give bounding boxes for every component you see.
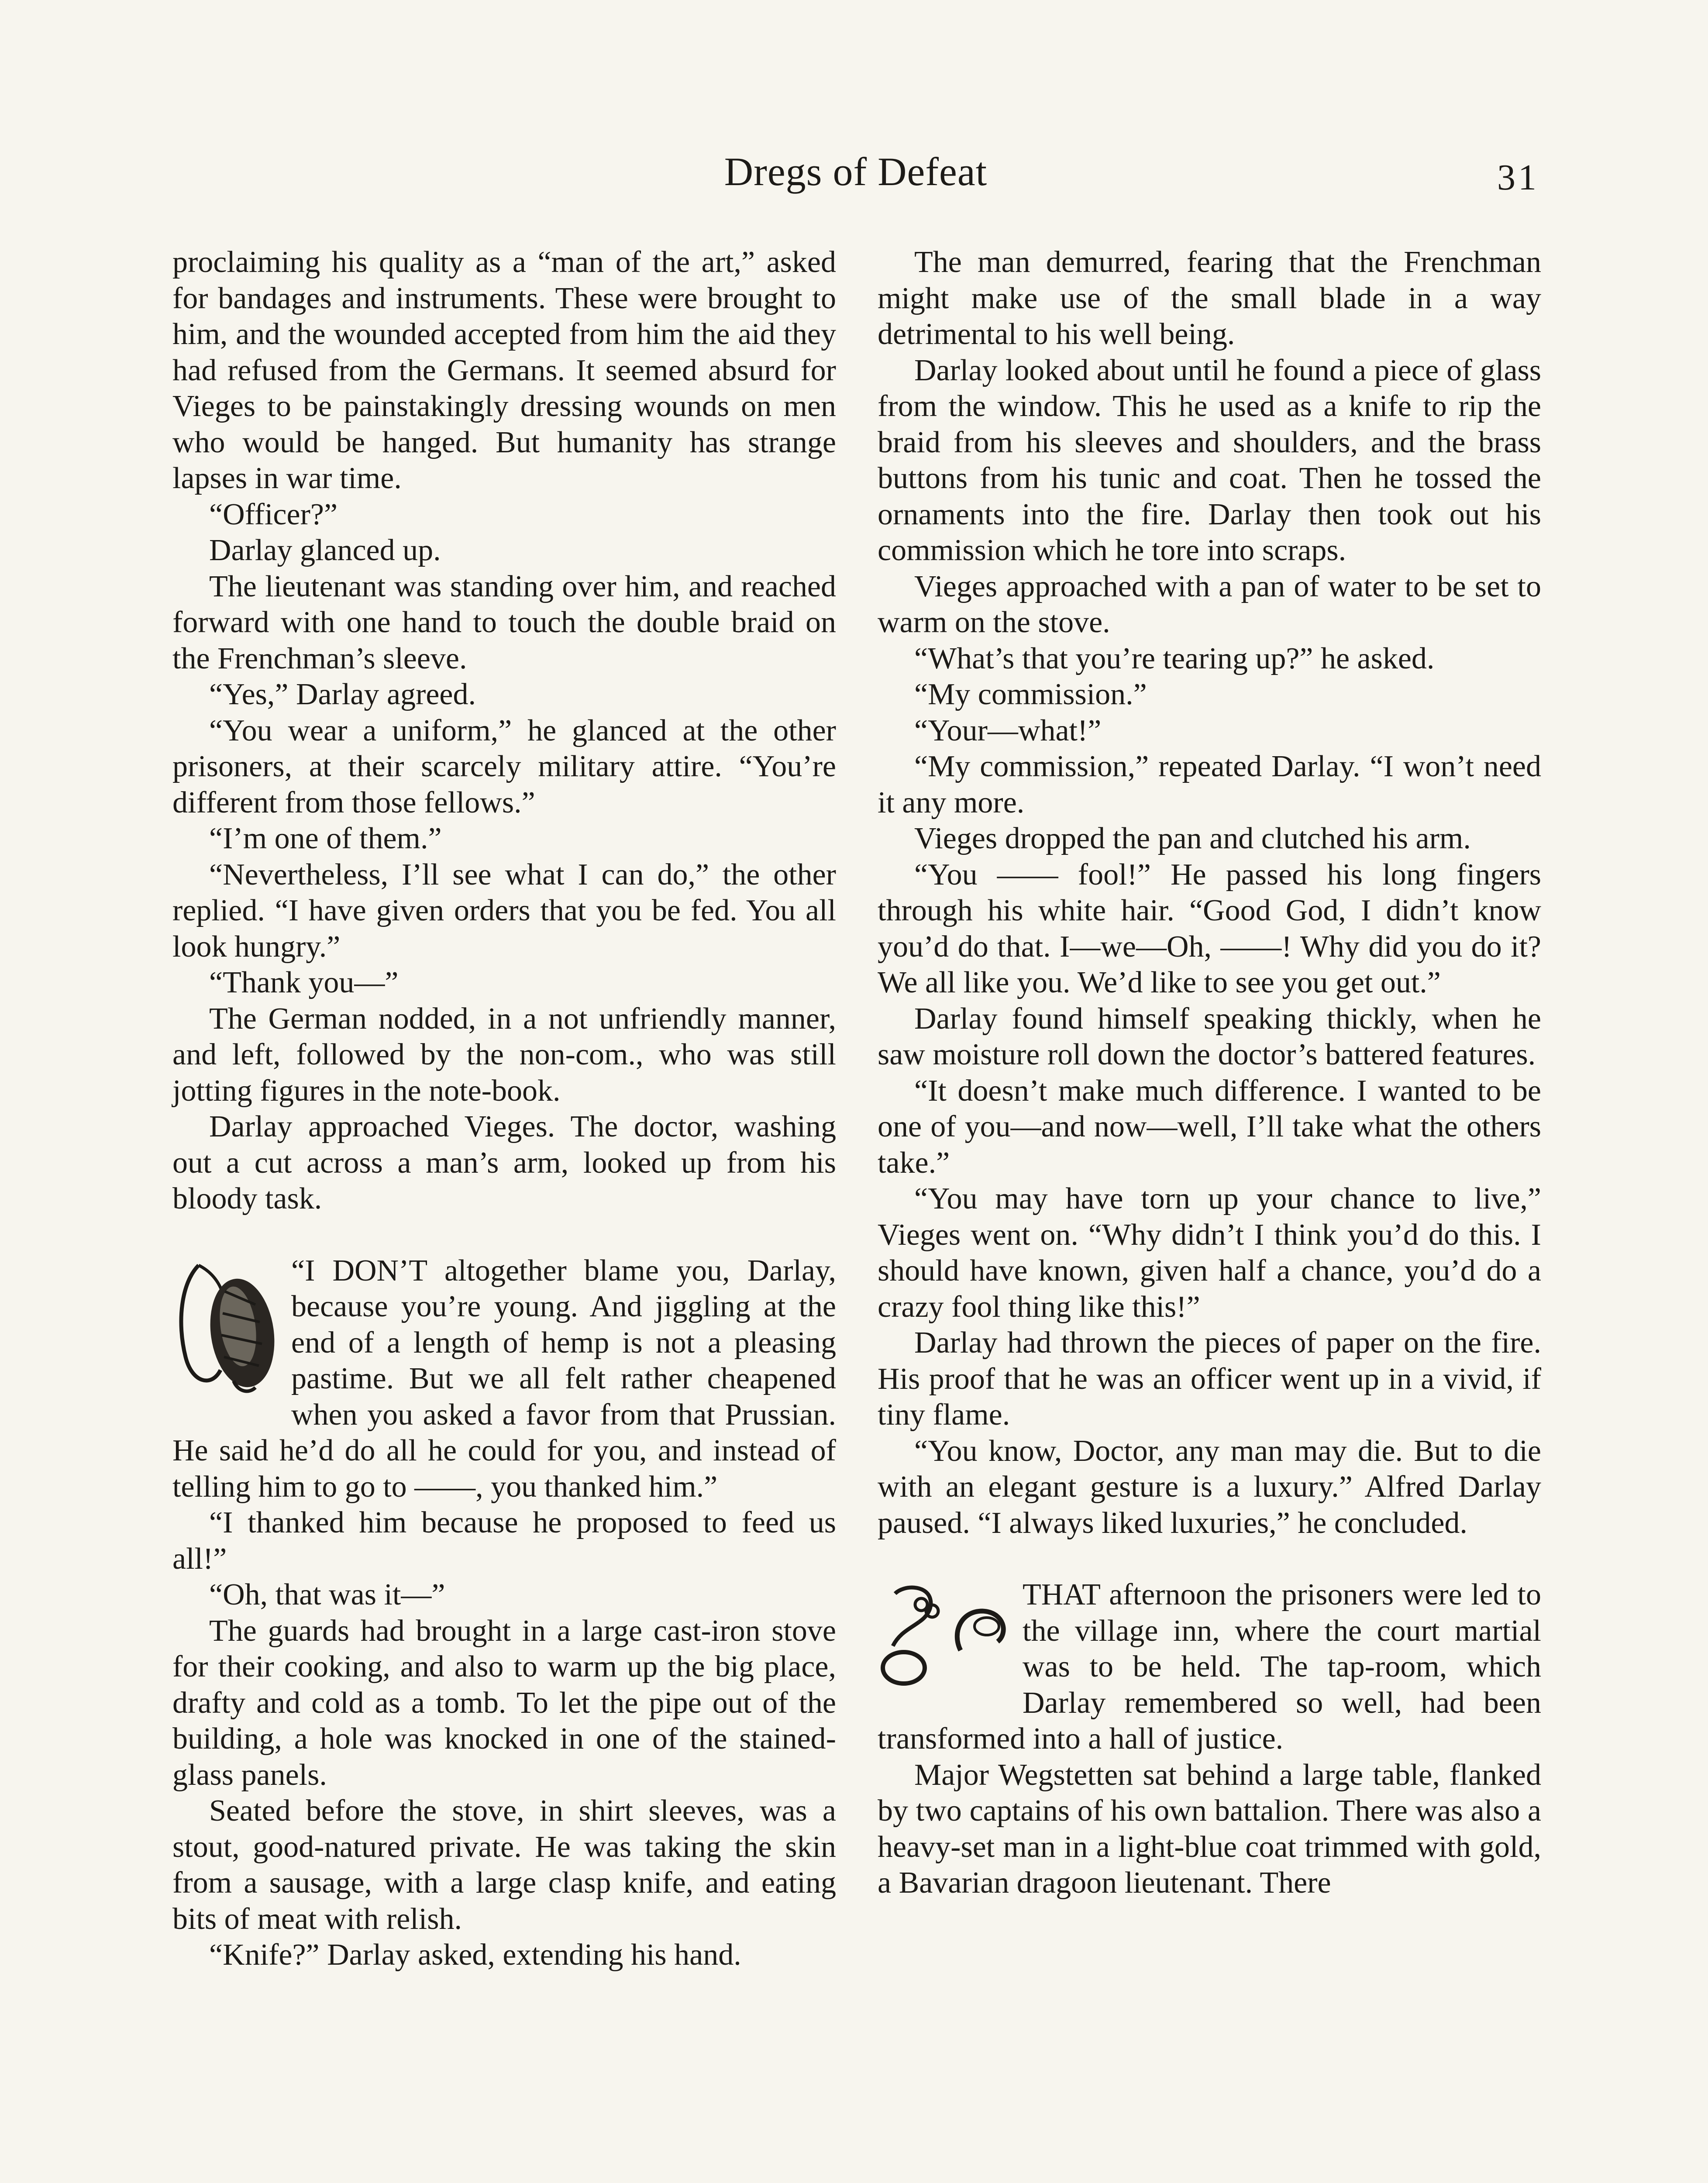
- running-title: Dregs of Defeat: [724, 149, 988, 194]
- paragraph: “Nevertheless, I’ll see what I can do,” the other replied. “I have given orders that you be fed. You all look hungry.”: [172, 857, 836, 964]
- page-number: 31: [1497, 157, 1539, 198]
- paragraph: Vieges dropped the pan and clutched his arm.: [914, 822, 1471, 855]
- shackles-dropcap-icon: [878, 1580, 1013, 1690]
- paragraph: “Oh, that was it—”: [209, 1578, 445, 1611]
- paragraph: Major Wegstetten sat behind a large table, flanked by two captains of his own battalion. There was also a heavy-set man in a light-blue coat trimmed with gold, a Bavarian dragoon lieutenant. There: [878, 1758, 1541, 1900]
- paragraph: THAT afternoon the prisoners were led to the village inn, where the court martial was to be held. The tap-room, which Darlay remembered so well, had been transformed into a hall of justice.: [878, 1578, 1541, 1756]
- paragraph: “You wear a uniform,” he glanced at the other prisoners, at their scarcely military attire. “You’re different from those fellows.”: [172, 713, 836, 819]
- paragraph: The lieutenant was standing over him, and reached forward with one hand to touch the double braid on the Frenchman’s sleeve.: [172, 569, 836, 675]
- paragraph: The guards had brought in a large cast-iron stove for their cooking, and also to warm up the big place, drafty and cold as a tomb. To let the pipe out of the building, a hole was knocked in one of the stained-glass panels.: [172, 1614, 836, 1792]
- paragraph: Darlay had thrown the pieces of paper on the fire. His proof that he was an officer went up in a vivid, if tiny flame.: [878, 1326, 1541, 1432]
- paragraph: “Knife?” Darlay asked, extending his hand.: [209, 1938, 741, 1972]
- paragraph: “Yes,” Darlay agreed.: [209, 678, 476, 711]
- paragraph: Seated before the stove, in shirt sleeves, was a stout, good-natured private. He was taking the skin from a sausage, with a large clasp knife, and eating bits of meat with relish.: [172, 1794, 836, 1936]
- paragraph: The man demurred, fearing that the Frenchman might make use of the small blade in a way detrimental to his well being.: [878, 245, 1541, 351]
- paragraph: “My commission,” repeated Darlay. “I won’t need it any more.: [878, 750, 1541, 819]
- sausage-dropcap-icon: [172, 1257, 282, 1401]
- paragraph: “My commission.”: [914, 678, 1147, 711]
- paragraph: The German nodded, in a not unfriendly manner, and left, followed by the non-com., who was still jotting figures in the note-book.: [172, 1002, 836, 1108]
- right-column: [878, 244, 1541, 1901]
- paragraph: “You know, Doctor, any man may die. But to die with an elegant gesture is a luxury.” Alfred Darlay paused. “I always liked luxuries,” he concluded.: [878, 1434, 1541, 1540]
- paragraph: Vieges approached with a pan of water to be set to warm on the stove.: [878, 569, 1541, 639]
- paragraph: “It doesn’t make much difference. I wanted to be one of you—and now—well, I’ll take what the others take.”: [878, 1074, 1541, 1180]
- left-column: [172, 244, 836, 1973]
- paragraph: “Your—what!”: [914, 713, 1102, 747]
- paragraph: proclaiming his quality as a “man of the art,” asked for bandages and instruments. These were brought to him, and the wounded accepted from him the aid they had refused from the Germans. It seemed absurd for Vieges to be painstakingly dressing wounds on men who would be hanged. But humanity has strange lapses in war time.: [172, 245, 836, 495]
- paragraph: Darlay looked about until he found a piece of glass from the window. This he used as a knife to rip the braid from his sleeves and shoulders, and the brass buttons from his tunic and coat. Then he tossed the ornaments into the fire. Darlay then took out his commission which he tore into scraps.: [878, 353, 1541, 567]
- section-break: [878, 1541, 1541, 1577]
- paragraph: Darlay glanced up.: [209, 534, 441, 567]
- paragraph: “I’m one of them.”: [209, 822, 442, 855]
- paragraph: “Officer?”: [209, 497, 338, 531]
- paragraph: “You may have torn up your chance to live,” Vieges went on. “Why didn’t I think you’d do this. I should have known, given half a chance, you’d do a crazy fool thing like this!”: [878, 1182, 1541, 1324]
- paragraph: “Thank you—”: [209, 966, 399, 999]
- paragraph: “You —— fool!” He passed his long fingers through his white hair. “Good God, I didn’t know you’d do that. I—we—Oh, ——! Why did you do it? We all like you. We’d like to see you get out.”: [878, 857, 1541, 999]
- page-header: [172, 148, 1539, 214]
- paragraph: Darlay approached Vieges. The doctor, washing out a cut across a man’s arm, looked up from his bloody task.: [172, 1110, 836, 1215]
- paragraph: “What’s that you’re tearing up?” he asked.: [914, 641, 1435, 675]
- paragraph: “I thanked him because he proposed to feed us all!”: [172, 1506, 836, 1576]
- section-break: [172, 1217, 836, 1253]
- paragraph: “I DON’T altogether blame you, Darlay, because you’re young. And jiggling at the end of a length of hemp is not a pleasing pastime. But we all felt rather cheapened when you asked a favor from that Prussian. He said he’d do all he could for you, and instead of telling him to go to ——, you thanked him.”: [172, 1253, 836, 1504]
- paragraph: Darlay found himself speaking thickly, when he saw moisture roll down the doctor’s battered features.: [878, 1002, 1541, 1071]
